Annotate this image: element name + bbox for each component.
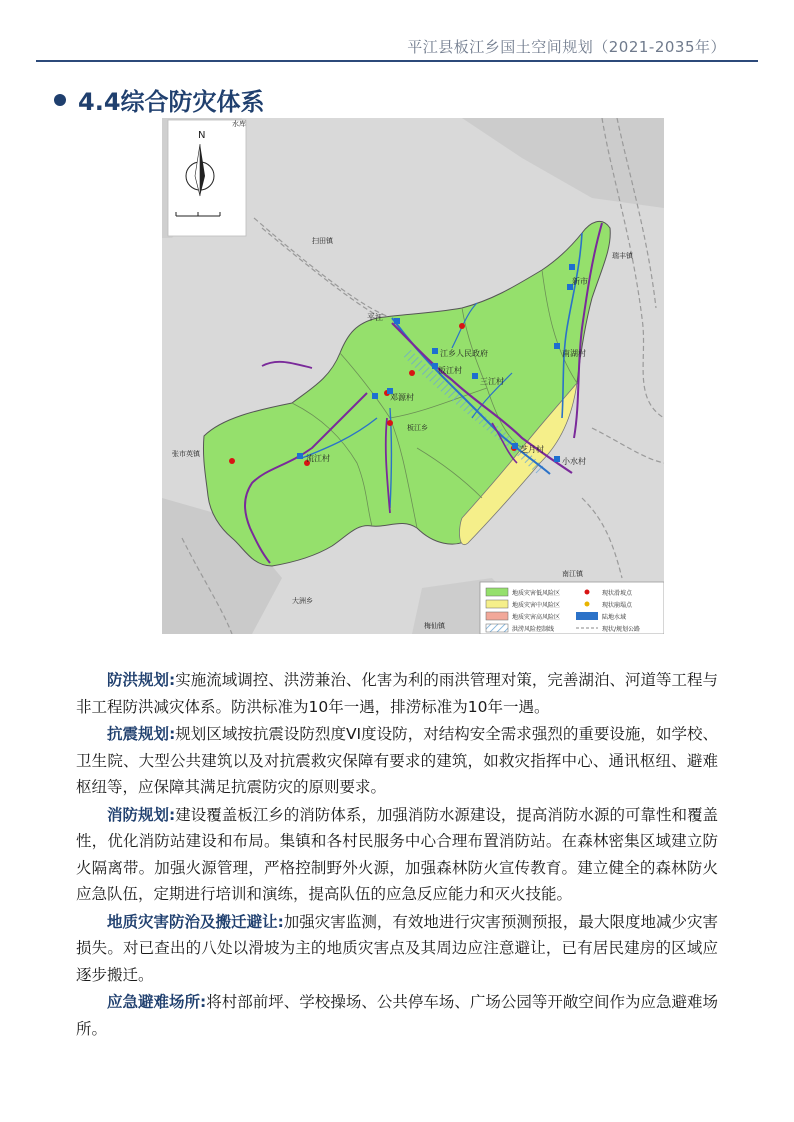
paragraph-geo — [76, 909, 718, 989]
shelter-icon — [472, 373, 478, 379]
map-svg — [162, 118, 664, 634]
paragraph-fire — [76, 802, 718, 908]
legend-swatch-flood — [486, 624, 508, 632]
paragraph-shelter — [76, 989, 718, 1042]
map-label-liujia: 流江村 — [306, 454, 330, 463]
shelter-icon — [394, 318, 400, 324]
shelter-icon — [569, 264, 575, 270]
keyword-shelter: 应急避难场所: — [107, 993, 207, 1011]
hazard-point-icon — [409, 370, 415, 376]
text-shelter: 将村部前坪、学校操场、公共停车场、广场公园等开敞空间作为应急避难场所。 — [76, 993, 718, 1038]
document-title: 平江县板江乡国土空间规划（2021-2035年） — [407, 38, 726, 56]
shelter-icon — [512, 443, 518, 449]
shelter-icon — [297, 453, 303, 459]
hazard-point-icon — [229, 458, 235, 464]
legend-label-road: 现状/规划公路 — [602, 626, 641, 633]
keyword-geo: 地质灾害防治及搬迁避让: — [107, 912, 284, 931]
map-label-dengyuan: 邓源村 — [390, 393, 414, 402]
paragraph-seismic — [76, 721, 718, 801]
keyword-seismic: 抗震规划: — [107, 725, 176, 743]
section-heading: 4.4综合防灾体系 — [78, 88, 265, 116]
legend-swatch-mid — [486, 600, 508, 608]
legend-water-swatch — [576, 612, 598, 620]
header-divider — [36, 60, 758, 62]
keyword-fire: 消防规划: — [107, 805, 176, 824]
text-fire: 建设覆盖板江乡的消防体系，加强消防水源建设，提高消防水源的可靠性和覆盖性，优化消防站建设和布局。集镇和各村民服务中心合理布置消防站。在森林密集区域建立防火隔离带。加强火源管理，严格控制野外火源，加强森林防火宣传教育。建立健全的森林防火应急队伍，定期进行培训和演练，提高队伍的应急反应能力和灭火技能。 — [76, 805, 718, 903]
map-label-top: 水库 — [232, 120, 246, 128]
map-label-south-town: 梅仙镇 — [424, 622, 445, 630]
legend-swatch-low — [486, 588, 508, 596]
map-label-gov: 江乡人民政府 — [440, 349, 488, 358]
legend-label-low: 地质灾害低风险区 — [512, 590, 561, 597]
map-label-north-town: 扫田镇 — [312, 237, 333, 245]
map-label-zhiyue: 芝月村 — [520, 445, 544, 454]
map-label-east-town: 瑞丰镇 — [612, 252, 633, 260]
shelter-icon — [432, 348, 438, 354]
legend-label-water: 陆地水域 — [602, 614, 627, 621]
legend-label-existing: 现状滑坡点 — [602, 590, 633, 597]
map-label-southwest-town: 大洲乡 — [292, 597, 313, 605]
keyword-flood: 防洪规划: — [107, 671, 176, 689]
shelter-icon — [372, 393, 378, 399]
map-label-xinshi: 新市 — [572, 277, 588, 286]
legend-swatch-high — [486, 612, 508, 620]
disaster-prevention-map — [162, 118, 664, 634]
map-label-xiaoshui: 小水村 — [562, 457, 586, 466]
legend-collapse-icon — [585, 602, 590, 607]
north-arrow-box — [168, 120, 246, 236]
map-label-pingjiang: 平江 — [367, 313, 383, 322]
section-bullet-icon — [54, 94, 66, 106]
map-label-banjiang-xiang: 板江乡 — [407, 424, 428, 432]
text-geo: 加强灾害监测，有效地进行灾害预测预报，最大限度地减少灾害损失。对已查出的八处以滑坡为主的地质灾害点及其周边应注意避让，已有居民建房的区域应逐步搬迁。 — [76, 912, 718, 984]
map-legend — [480, 582, 664, 634]
map-label-west-town: 张市英镇 — [172, 450, 200, 458]
legend-label-mid: 地质灾害中风险区 — [512, 602, 561, 609]
map-label-southeast-town: 南江镇 — [562, 570, 583, 578]
hazard-point-icon — [459, 323, 465, 329]
hazard-point-icon — [387, 420, 393, 426]
map-label-banjiang-village: 板江村 — [438, 366, 462, 375]
body-text — [76, 667, 718, 1043]
legend-label-high: 地质灾害高风险区 — [512, 614, 561, 621]
shelter-icon — [554, 343, 560, 349]
north-label: N — [198, 130, 206, 141]
legend-label-flood: 洪涝风险控制线 — [512, 626, 555, 633]
map-label-sanjiang: 三江村 — [480, 377, 504, 386]
text-flood: 实施流域调控、洪涝兼治、化害为利的雨洪管理对策，完善湖泊、河道等工程与非工程防洪减灾体系。防洪标准为10年一遇，排涝标准为10年一遇。 — [76, 671, 718, 716]
shelter-icon — [554, 456, 560, 462]
paragraph-flood — [76, 667, 718, 720]
legend-hazard-icon — [585, 590, 590, 595]
legend-label-collapse: 现状崩塌点 — [602, 602, 633, 609]
map-label-nanhu: 南湖村 — [562, 349, 586, 358]
text-seismic: 规划区域按抗震设防烈度VI度设防，对结构安全需求强烈的重要设施，如学校、卫生院、大型公共建筑以及对抗震救灾保障有要求的建筑，如救灾指挥中心、通讯枢纽、避难枢纽等，应保障其满足抗震防灾的原则要求。 — [76, 725, 718, 796]
